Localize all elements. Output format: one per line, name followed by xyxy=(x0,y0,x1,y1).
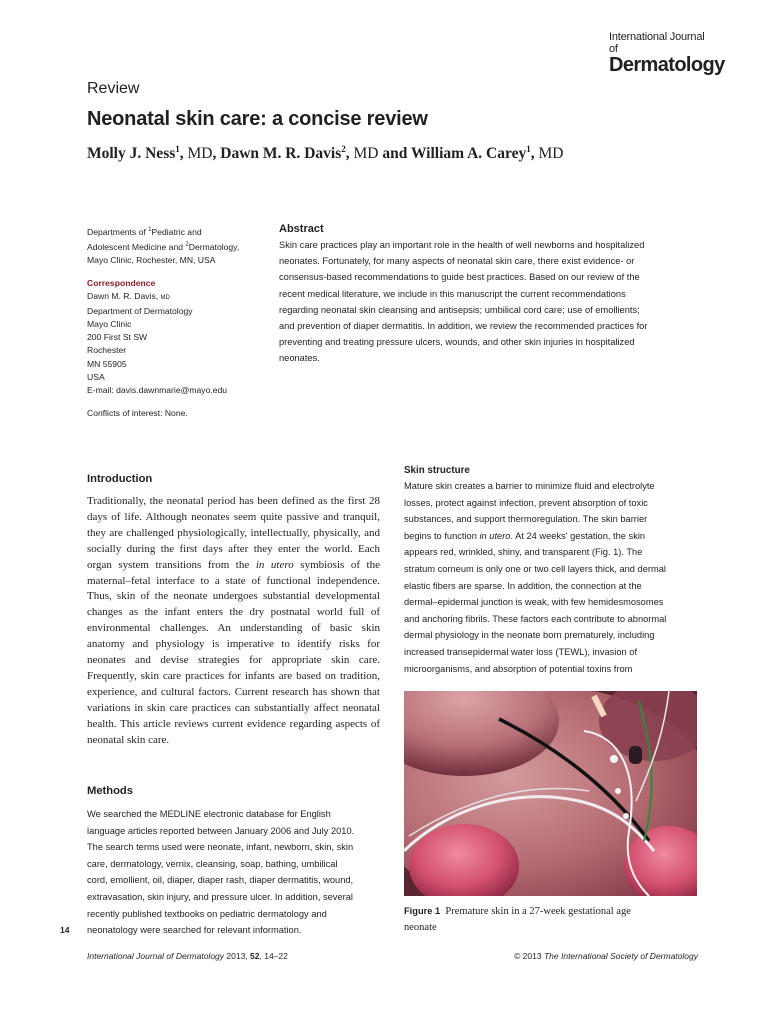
figure-1-image xyxy=(404,691,697,896)
neonate-skin-illustration xyxy=(404,691,697,896)
journal-name-line1: International Journal of xyxy=(609,31,705,55)
page-number: 14 xyxy=(60,925,70,935)
journal-name-line2: Dermatology xyxy=(609,54,725,76)
figure-label: Figure 1 xyxy=(404,906,441,916)
conflicts-statement: Conflicts of interest: None. xyxy=(87,408,188,418)
introduction-body: Traditionally, the neonatal period has been defined as the first 28 days of life. Although neonates seem quite passive and tranquil, they are challenged physiologically, intellectually, physically, and socially during the first days after they enter the world. Each organ system transitions from the in utero symbiosis of the maternal–fetal interface to a state of functional independence. Thus, skin of the neonate undergoes substantial developmental changes as the infant enters the dry postnatal world full of environmental challenges. An understanding of basic skin anatomy and physiology is imperative to identify risks for neonates and devise strategies for appropriate skin care. Frequently, skin care practices for infants are based on tradition, experience, and cultural factors. Current research has shown that variations in skin care practices can substantially affect neonatal health. This article reviews current evidence regarding aspects of neonatal skin care. xyxy=(87,495,380,746)
author-degree: MD xyxy=(538,145,564,163)
author-name: Molly J. Ness xyxy=(87,145,176,163)
author-list: Molly J. Ness$^1$, MD, Dawn M. R. Davis$^2$, MD and William A. Carey$^1$, MD xyxy=(87,144,564,163)
author-affiliation-mark: 1 xyxy=(526,144,531,154)
footer-copyright: © 2013 The International Society of Dermatology xyxy=(514,951,698,961)
article-title: Neonatal skin care: a concise review xyxy=(87,108,428,130)
author-affiliation-mark: 1 xyxy=(175,144,180,154)
introduction-heading: Introduction xyxy=(87,473,153,485)
author-degree: MD xyxy=(187,145,213,163)
article-type-label: Review xyxy=(87,80,140,97)
skin-structure-heading: Skin structure xyxy=(404,465,470,476)
footer-citation: International Journal of Dermatology 2013, 52, 14–22 xyxy=(87,951,288,961)
figure-1-caption: Figure 1 Premature skin in a 27-week gestational age neonate xyxy=(404,906,631,933)
correspondence-email: E-mail: davis.dawnmarie@mayo.edu xyxy=(87,384,228,395)
correspondence-name: Dawn M. R. Davis, xyxy=(87,291,161,302)
author-affiliation-mark: 2 xyxy=(341,144,346,154)
author-name: William A. Carey xyxy=(410,145,527,163)
methods-body: We searched the MEDLINE electronic database for English language articles reported between January 2006 and July 2010. The search terms used were neonate, infant, newborn, skin, skin care, dermatology, vernix, cleansing, soap, bathing, umbilical cord, emollient, oil, diaper, diaper rash, diaper dermatitis, wound, extravasation, skin injury, and pressure ulcer. In addition, several recently published textbooks on pediatric dermatology and neonatology were searched for relevant information. xyxy=(87,809,355,936)
abstract-body: Skin care practices play an important role in the health of well newborns and hospitalized neonates. Fortunately, for many aspects of neonatal skin care, there exist evidence- or consensus-based recommendations to guide best practices. Based on our review of the recent medical literature, we include in this manuscript the current recommendations regarding neonatal skin cleansing and antisepsis; umbilical cord care; use of emollients; and prevention of diaper dermatitis. In addition, we review the recommended practices for preventing and treating pressure ulcers, wounds, and other skin injuries in hospitalized neonates. xyxy=(279,240,648,364)
skin-structure-body: Mature skin creates a barrier to minimize fluid and electrolyte losses, protect against infection, prevent absorption of toxic substances, and support thermoregulation. The skin barrier begins to function in utero. At 24 weeks' gestation, the skin appears red, wrinkled, shiny, and transparent (Fig. 1). The stratum corneum is only one or two cell layers thick, and dermal elastic fibers are sparse. In addition, the connection at the dermal–epidermal junction is weak, with few hemidesmosomes and anchoring fibrils. These factors each contribute to abnormal dermal physiology in the neonate born prematurely, including increased transepidermal water loss (TEWL), invasion of microorganisms, and absorption of potential toxins from xyxy=(404,481,667,674)
abstract-heading: Abstract xyxy=(279,223,324,235)
correspondence-block: Correspondence Dawn M. R. Davis, MD Department of Dermatology Mayo Clinic 200 First St SW Rochester MN 55905 USA E-mail: davis.dawnmarie@mayo.edu xyxy=(87,277,267,397)
journal-logo xyxy=(609,31,725,76)
author-degree: MD xyxy=(353,145,379,163)
methods-heading: Methods xyxy=(87,785,133,797)
affiliation-block: Departments of $^1$Pediatric and Adolescent Medicine and $^2$Dermatology, Mayo Clinic, Rochester, MN, USA xyxy=(87,226,240,265)
author-name: Dawn M. R. Davis xyxy=(220,145,342,163)
correspondence-heading: Correspondence xyxy=(87,278,156,288)
